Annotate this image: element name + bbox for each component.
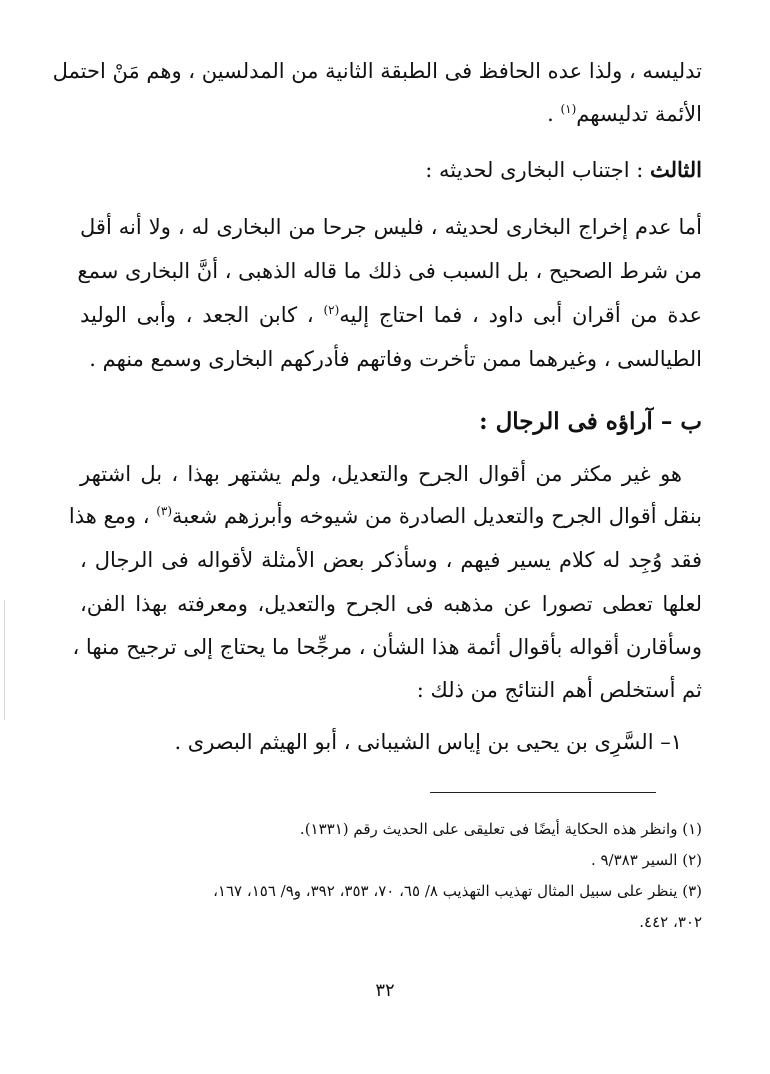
text-run: الطيالسى ، وغيرهما ممن تأخرت وفاتهم فأدركهم البخارى وسمع منهم .: [89, 347, 702, 371]
footnote-1: [80, 818, 702, 840]
footnote-text: ٣٠٢، ٤٤٢.: [639, 913, 702, 931]
page-number: ٣٢: [375, 980, 395, 1001]
footnote-2: [80, 849, 702, 871]
subheading-label: الثالث: [650, 157, 702, 182]
text-run: ، ومع هذا: [68, 504, 157, 528]
subheading-third: [80, 155, 702, 185]
paragraph-3-line-1: [80, 459, 682, 489]
footnote-text: (٣) ينظر على سبيل المثال تهذيب التهذيب ٨/ ٦٥، ٧٠، ٣٥٣، ٣٩٢، و٩/ ١٥٦، ١٦٧،: [213, 882, 702, 900]
main-text: [52, 0, 702, 760]
text-run: عدة من أقران أبى داود ، فما احتاج إليه: [339, 303, 702, 327]
section-heading-text: ب – آراؤه فى الرجال :: [479, 408, 702, 435]
text-run: الأئمة تدليسهم: [576, 102, 702, 126]
text-run: بنقل أقوال الجرح والتعديل الصادرة من شيوخه وأبرزهم شعبة: [172, 504, 702, 528]
paragraph-3-line-6: [80, 675, 702, 705]
paragraph-2-line-3: [80, 300, 702, 330]
paragraph-2-line-1: [80, 212, 702, 242]
footnote-text: (١) وانظر هذه الحكاية أيضًا فى تعليقى على الحديث رقم (١٣٣١).: [299, 820, 702, 838]
text-run: .: [547, 102, 561, 126]
paragraph-1-line-2: [80, 99, 702, 129]
paragraph-3-line-2: [68, 501, 702, 531]
text-run: هو غير مكثر من أقوال الجرح والتعديل، ولم يشتهر بهذا ، بل اشتهر: [80, 462, 682, 486]
text-run: تدليسه ، ولذا عده الحافظ فى الطبقة الثانية من المدلسين ، وهم مَنْ احتمل: [52, 59, 702, 83]
footnote-separator: [430, 792, 656, 793]
footnote-text: (٢) السير ٩/٣٨٣ .: [590, 851, 702, 869]
text-run: من شرط الصحيح ، بل السبب فى ذلك ما قاله الذهبى ، أنَّ البخارى سمع: [77, 259, 702, 283]
text-run: وسأقارن أقواله بأقوال أئمة هذا الشأن ، مرجِّحا ما يحتاج إلى ترجيح منها ،: [72, 635, 702, 659]
footnote-ref-1: (١): [560, 102, 577, 116]
paragraph-3-line-4: [80, 589, 702, 619]
footnote-ref-3: (٣): [156, 504, 173, 518]
section-b-heading: [80, 407, 702, 437]
text-run: ، كابن الجعد ، وأبى الوليد: [80, 303, 324, 327]
scan-edge-mark: [4, 600, 5, 720]
paragraph-1-line-1: [52, 56, 702, 86]
paragraph-2-line-4: [80, 344, 702, 374]
text-run: لعلها تعطى تصورا عن مذهبه فى الجرح والتعديل، ومعرفته بهذا الفن،: [80, 592, 702, 616]
footnote-3-line-1: [80, 880, 702, 902]
text-run: فقد وُجِد له كلام يسير فيهم ، وسأذكر بعض الأمثلة لأقواله فى الرجال ،: [80, 548, 702, 572]
paragraph-2-line-2: [77, 256, 702, 286]
subheading-text: : اجتناب البخارى لحديثه :: [425, 158, 650, 182]
footnote-3-line-2: [80, 911, 702, 933]
list-item-1: [80, 727, 682, 757]
text-run: ثم أستخلص أهم النتائج من ذلك :: [416, 678, 702, 702]
footnote-ref-2: (٢): [323, 303, 340, 317]
paragraph-3-line-3: [80, 545, 702, 575]
paragraph-3-line-5: [72, 632, 702, 662]
list-item-text: ١– السَّرِى بن يحيى بن إياس الشيبانى ، أبو الهيثم البصرى .: [174, 730, 682, 754]
text-run: أما عدم إخراج البخارى لحديثه ، فليس جرحا من البخارى له ، ولا أنه أقل: [80, 215, 702, 239]
